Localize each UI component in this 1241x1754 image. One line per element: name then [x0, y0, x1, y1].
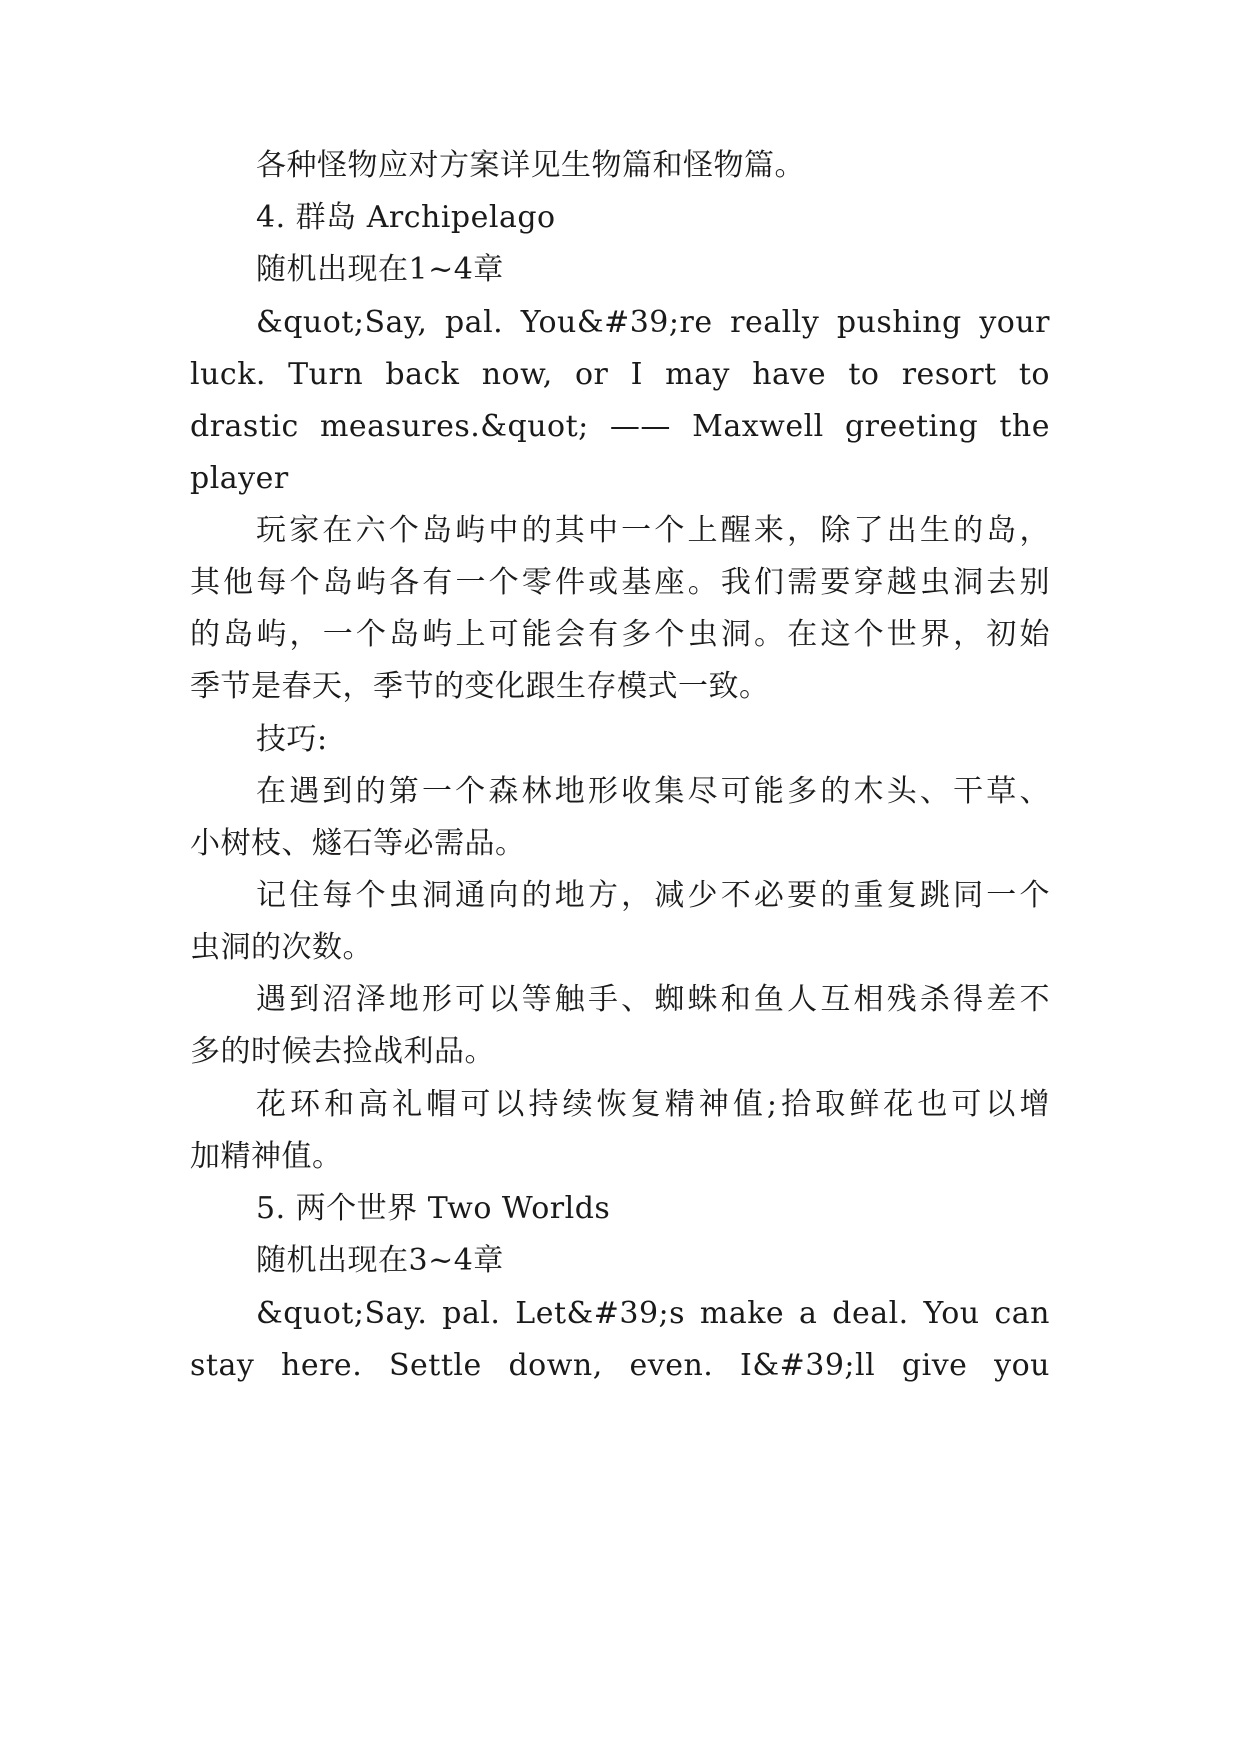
paragraph-archipelago-2: 其他每个岛屿各有一个零件或基座。我们需要穿越虫洞去别 — [190, 565, 1050, 600]
paragraph-archipelago-3: 的岛屿，一个岛屿上可能会有多个虫洞。在这个世界，初始 — [190, 617, 1050, 652]
section-heading-two-worlds: 5. 两个世界 Two Worlds — [256, 1191, 611, 1226]
tip-1-line-2: 小树枝、燧石等必需品。 — [190, 826, 526, 861]
paragraph-archipelago-4: 季节是春天，季节的变化跟生存模式一致。 — [190, 669, 770, 704]
quote-line-1: &quot;Say, pal. You&#39;re really pushing your — [256, 305, 1050, 340]
section-heading-archipelago: 4. 群岛 Archipelago — [256, 200, 556, 235]
quote-line-4: player — [190, 461, 289, 496]
tips-heading: 技巧: — [256, 722, 328, 757]
tip-3-line-2: 多的时候去捡战利品。 — [190, 1034, 495, 1069]
tip-1-line-1: 在遇到的第一个森林地形收集尽可能多的木头、干草、 — [256, 774, 1050, 809]
tip-3-line-1: 遇到沼泽地形可以等触手、蜘蛛和鱼人互相残杀得差不 — [256, 982, 1050, 1017]
tip-4-line-2: 加精神值。 — [190, 1139, 343, 1174]
tip-4-line-1: 花环和高礼帽可以持续恢复精神值;拾取鲜花也可以增 — [256, 1087, 1050, 1122]
chapter-note-two-worlds: 随机出现在3~4章 — [256, 1243, 504, 1278]
paragraph-archipelago-1: 玩家在六个岛屿中的其中一个上醒来，除了出生的岛， — [256, 513, 1050, 548]
quote-line-2: luck. Turn back now, or I may have to resort to — [190, 357, 1050, 392]
tip-2-line-1: 记住每个虫洞通向的地方，减少不必要的重复跳同一个 — [256, 878, 1050, 913]
quote2-line-1: &quot;Say. pal. Let&#39;s make a deal. You can — [256, 1296, 1050, 1331]
paragraph-monster-reference: 各种怪物应对方案详见生物篇和怪物篇。 — [256, 148, 805, 183]
tip-2-line-2: 虫洞的次数。 — [190, 930, 373, 965]
quote-line-3: drastic measures.&quot; —— Maxwell greeting the — [190, 409, 1050, 444]
chapter-note-archipelago: 随机出现在1~4章 — [256, 252, 504, 287]
quote2-line-2: stay here. Settle down, even. I&#39;ll give you — [190, 1348, 1050, 1383]
